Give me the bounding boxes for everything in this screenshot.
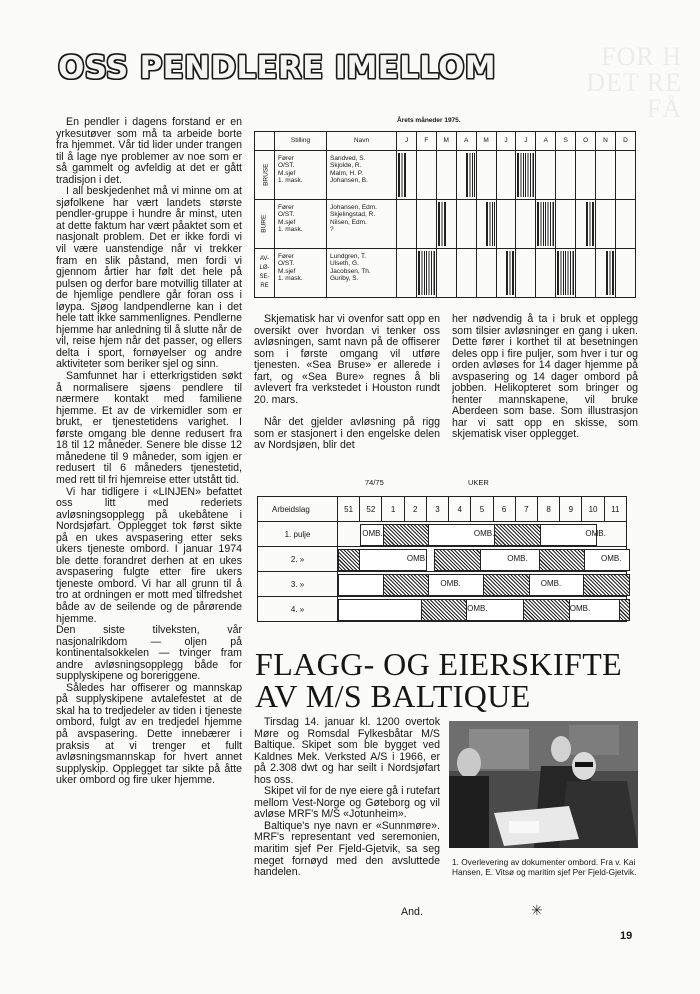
rotation-timeline: [338, 572, 627, 597]
stilling-cell: Fører O/ST. M.sjef 1. mask.: [275, 200, 327, 249]
omb-label: OMB.: [440, 579, 461, 588]
off-duty-segment: [523, 599, 570, 621]
off-duty-segment: [539, 549, 586, 571]
off-duty-segment: [421, 599, 468, 621]
month-cell: [536, 200, 556, 249]
month-cell: [516, 200, 536, 249]
month-cell: [596, 200, 616, 249]
month-cell: [536, 249, 556, 298]
paragraph: Skipet vil for de nye eiere gå i rutefart mellom Vest-Norge og Gøteborg og vil avløse MRF's M/S «Jotunheim».: [254, 785, 440, 821]
month-header: M: [476, 132, 496, 151]
month-cell: [556, 249, 576, 298]
paragraph: Når det gjelder avløsning på rigg som er stasjonert i den engelske delen av Nordsjøen, blir det: [254, 416, 440, 452]
page-number: 19: [620, 930, 633, 942]
duty-bar: [557, 251, 574, 295]
week-header: 52: [360, 497, 382, 522]
omb-label: OMB.: [601, 554, 622, 563]
week-header: 2: [404, 497, 426, 522]
month-header: O: [576, 132, 596, 151]
month-cell: [436, 151, 456, 200]
navn-cell: Lundgren, T. Ulseth, G. Jacobsen, Th. Guriby, S.: [327, 249, 397, 298]
rotation-row: [258, 547, 627, 572]
off-duty-segment: [434, 549, 481, 571]
month-header: N: [596, 132, 616, 151]
duty-bar: [486, 202, 494, 246]
onboard-segment: [338, 599, 423, 621]
schedule-section-row: [255, 249, 636, 298]
week-header: 1: [382, 497, 404, 522]
section-label: AV- LØ- SE- RE: [255, 249, 275, 298]
month-header: D: [615, 132, 635, 151]
ghost-line: DET RE: [586, 68, 682, 97]
week-header: 51: [338, 497, 360, 522]
month-cell: [456, 200, 476, 249]
pulje-label: 1. pulje: [258, 522, 338, 547]
paragraph: Tirsdag 14. januar kl. 1200 overtok Møre og Romsdal Fylkesbåtar M/S Baltique. Skipet som ble bygget ved Kaldnes Mek. Verksted A/S i 1966, er på 2.308 dwt og har seilt i Nordsjøfart hos oss.: [254, 716, 440, 786]
header-arbeidslag: Arbeidslag: [258, 497, 338, 522]
rotation-header-row: [258, 497, 627, 522]
ceremony-photo: [449, 721, 638, 848]
month-cell: [496, 151, 516, 200]
pulje-label: 3. »: [258, 572, 338, 597]
duty-bar: [586, 202, 594, 246]
month-header: J: [397, 132, 417, 151]
paragraph: Vi har tidligere i «LINJEN» befattet oss litt med rederiets avløsningsopplegg på ukebåtene i Nordsjøfart. Opplegget tok først sikte på en ukes avspasering etter seks ukers tjeneste ombord. I januar 1974 ble dette forandret derhen at en ukes avspasering fulgte etter fire ukers tjeneste ombord. Vi har all grunn til å tro at ordningen er mott med tilfredshet både av de seilende og de pårørende hjemme.: [56, 485, 242, 625]
end-mark-icon: ✳: [531, 902, 543, 918]
rotation-table: [257, 496, 627, 622]
month-header: A: [456, 132, 476, 151]
schedule-title: Årets måneder 1975.: [397, 117, 461, 124]
week-header: 9: [560, 497, 582, 522]
month-cell: [476, 249, 496, 298]
duty-bar: [418, 251, 435, 295]
section-label: BRUSE: [255, 151, 275, 200]
week-header: 5: [471, 497, 493, 522]
crew-schedule-table: [254, 131, 636, 298]
paragraph: Skjematisk har vi ovenfor satt opp en oversikt over hvordan vi tenker oss avløsningen, samt navn på de offiserer som i første omgang vil utføre tjenesten. «Sea Bruse» er allerede i fart, og «Sea Bure» regnes å bli avlevert fra verkstedet i Houston rundt 20. mars.: [254, 313, 440, 406]
rotation-timeline: [338, 597, 627, 622]
off-duty-segment: [383, 574, 430, 596]
author-signature: And.: [401, 906, 423, 918]
omb-label: OMB.: [467, 604, 488, 613]
off-duty-segment: [494, 524, 541, 546]
week-header: 8: [537, 497, 559, 522]
month-cell: [416, 151, 436, 200]
month-cell: [596, 249, 616, 298]
duty-bar: [537, 202, 554, 246]
omb-label: OMB.: [362, 529, 383, 538]
duty-bar: [606, 251, 614, 295]
paragraph: En pendler i dagens forstand er en yrkesutøver som må ta arbeide borte fra hjemmet. Vår tid lider under trangen til å lage nye problemer av noe som er så gammelt og avfeldig at det er gått tradisjon i det.: [56, 116, 242, 186]
weeks-label: UKER: [468, 478, 489, 487]
section-label: BURE: [255, 200, 275, 249]
month-cell: [456, 249, 476, 298]
stilling-cell: Fører O/ST. M.sjef 1. mask.: [275, 249, 327, 298]
header-navn: Navn: [327, 132, 397, 151]
month-header: S: [556, 132, 576, 151]
pulje-label: 2. »: [258, 547, 338, 572]
month-header: J: [516, 132, 536, 151]
year-label: 74/75: [365, 478, 384, 487]
article-column-1: [56, 117, 242, 787]
month-cell: [496, 249, 516, 298]
ghost-line: FOR H: [601, 42, 682, 71]
rotation-timeline: [338, 547, 627, 572]
article-2-headline: [255, 648, 640, 712]
month-cell: [536, 151, 556, 200]
article-column-2: [254, 314, 440, 452]
paragraph: Den siste tilveksten, vår nasjonalrikdom — oljen på kontinentalsokkelen — tvinger fram andre avløsningsopplegg både for supplyskipene og boreriggene.: [56, 624, 242, 683]
month-cell: [476, 151, 496, 200]
month-cell: [516, 249, 536, 298]
month-cell: [397, 151, 417, 200]
paragraph: Samfunnet har i etterkrigstiden søkt å normalisere sjøens pendlere til nærmere kontakt med familiene hjemme. Et av de virkemidler som er brukt, er tjenestetidens varighet. I første omgang ble denne redusert fra 18 til 12 måneder. Senere ble disse 12 månedene til 9 måneder, som igjen er redusert til 6 måneders tjenestetid, med rett til fri hjemreise etter utstått tid.: [56, 370, 242, 486]
month-cell: [496, 200, 516, 249]
duty-bar: [398, 153, 406, 197]
month-cell: [416, 200, 436, 249]
ghost-line: FÅ: [646, 94, 682, 123]
month-cell: [436, 200, 456, 249]
omb-label: OMB.: [507, 554, 528, 563]
onboard-segment: [472, 549, 541, 571]
week-header: 10: [582, 497, 604, 522]
month-cell: [516, 151, 536, 200]
month-cell: [556, 200, 576, 249]
month-cell: [397, 249, 417, 298]
duty-bar: [466, 153, 474, 197]
duty-bar: [438, 202, 446, 246]
paragraph: Baltique's nye navn er «Sunnmøre». MRF's representant ved seremonien, maritim sjef Per Fjeld-Gjetvik, sa seg meget fornøyd med den avsluttede handelen.: [254, 819, 440, 879]
month-cell: [397, 200, 417, 249]
omb-label: OMB.: [585, 529, 606, 538]
article-headline: OSS PENDLERE IMELLOM: [58, 50, 496, 86]
paragraph: Således har offiserer og mannskap på supplyskipene avtalefestet at de skal ha to tredjedeler av tiden i tjeneste ombord, fulgt av en tredjedel hjemme på avspasering. Dette innebærer i praksis at vi trenger et fullt avløsningsmannskap for hvert annet supplyskip. Opplegget tar sikte på åtte uker ombord og fire uker hjemme.: [56, 681, 242, 787]
month-cell: [596, 151, 616, 200]
month-cell: [615, 151, 635, 200]
onboard-segment: [338, 574, 385, 596]
duty-bar: [506, 251, 514, 295]
stilling-cell: Fører O/ST. M.sjef 1. mask.: [275, 151, 327, 200]
week-header: 11: [604, 497, 626, 522]
omb-label: OMB.: [406, 554, 428, 563]
off-duty-segment: [383, 524, 430, 546]
omb-label: OMB.: [473, 529, 495, 538]
headline-line: FLAGG- OG EIERSKIFTE: [255, 646, 623, 682]
article-2-body: [254, 717, 440, 879]
duty-bar: [517, 153, 534, 197]
rotation-row: [258, 522, 627, 547]
week-header: 7: [515, 497, 537, 522]
off-duty-segment: [483, 574, 530, 596]
off-duty-segment: [338, 549, 360, 571]
rotation-row: [258, 597, 627, 622]
month-cell: [576, 249, 596, 298]
rotation-row: [258, 572, 627, 597]
schedule-header-row: [255, 132, 636, 151]
month-header: A: [536, 132, 556, 151]
photo-caption: 1. Overlevering av dokumenter ombord. Fra v. Kai Hansen, E. Vitsø og maritim sjef Per Fjeld-Gjetvik.: [452, 857, 637, 878]
blank-header: [255, 132, 275, 151]
omb-label: OMB.: [569, 604, 591, 613]
headline-line: AV M/S BALTIQUE: [255, 678, 531, 714]
off-duty-segment: [619, 599, 630, 621]
month-cell: [416, 249, 436, 298]
month-cell: [615, 249, 635, 298]
schedule-section-row: [255, 200, 636, 249]
month-cell: [556, 151, 576, 200]
navn-cell: Sandved, S. Skjolde, R. Malm, H. P. Johansen, B.: [327, 151, 397, 200]
month-header: F: [416, 132, 436, 151]
paragraph: her nødvendig å ta i bruk et opplegg som tilsier avløsninger en gang i uken. Dette fører i korthet til at besetningen deles opp i fire puljer, som hver i tur og orden avløses for 14 dager hjemme på avspasering og 14 dager ombord på jobben. Helikopteret som bringer og henter mannskapene, vil bruke Aberdeen som base. Som illustrasjon har vi satt opp en skisse, som skjematisk viser opplegget.: [452, 313, 638, 441]
header-stilling: Stilling: [275, 132, 327, 151]
month-header: M: [436, 132, 456, 151]
article-column-3: [452, 314, 638, 441]
navn-cell: Johansen, Edm. Skjelingstad, R. Nilsen, Edm. ?: [327, 200, 397, 249]
week-header: 4: [449, 497, 471, 522]
omb-label: OMB.: [540, 579, 562, 588]
ghost-show-through-text: [472, 44, 682, 122]
week-header: 3: [426, 497, 448, 522]
paragraph: I all beskjedenhet må vi minne om at sjøfolkene har vært landets største pendler-gruppe i hundre år minst, uten at dette faktum har vært påaktet som et nasjonalt problem. Det er ikke fordi vi vil være uanstendige når vi trekker fram en slik påstand, men fordi vi gjennom årtier har følt det hele på pulsen og derfor bare motvillig tillater at de hjemlige pendlere går foran oss i løypa. Sjøog landpendlerne kan i det hele tatt ikke sammenlignes. Pendlerne hjemme har anledning til å slutte når de vil, reise hjem når det passer, og ellers delta i sport, fornøyelser og andre aktiviteter som beriker sjel og sinn.: [56, 185, 242, 371]
month-header: J: [496, 132, 516, 151]
schedule-section-row: [255, 151, 636, 200]
month-cell: [456, 151, 476, 200]
rotation-timeline: [338, 522, 627, 547]
month-cell: [576, 200, 596, 249]
week-header: 6: [493, 497, 515, 522]
month-cell: [615, 200, 635, 249]
month-cell: [436, 249, 456, 298]
pulje-label: 4. »: [258, 597, 338, 622]
month-cell: [476, 200, 496, 249]
month-cell: [576, 151, 596, 200]
off-duty-segment: [583, 574, 630, 596]
